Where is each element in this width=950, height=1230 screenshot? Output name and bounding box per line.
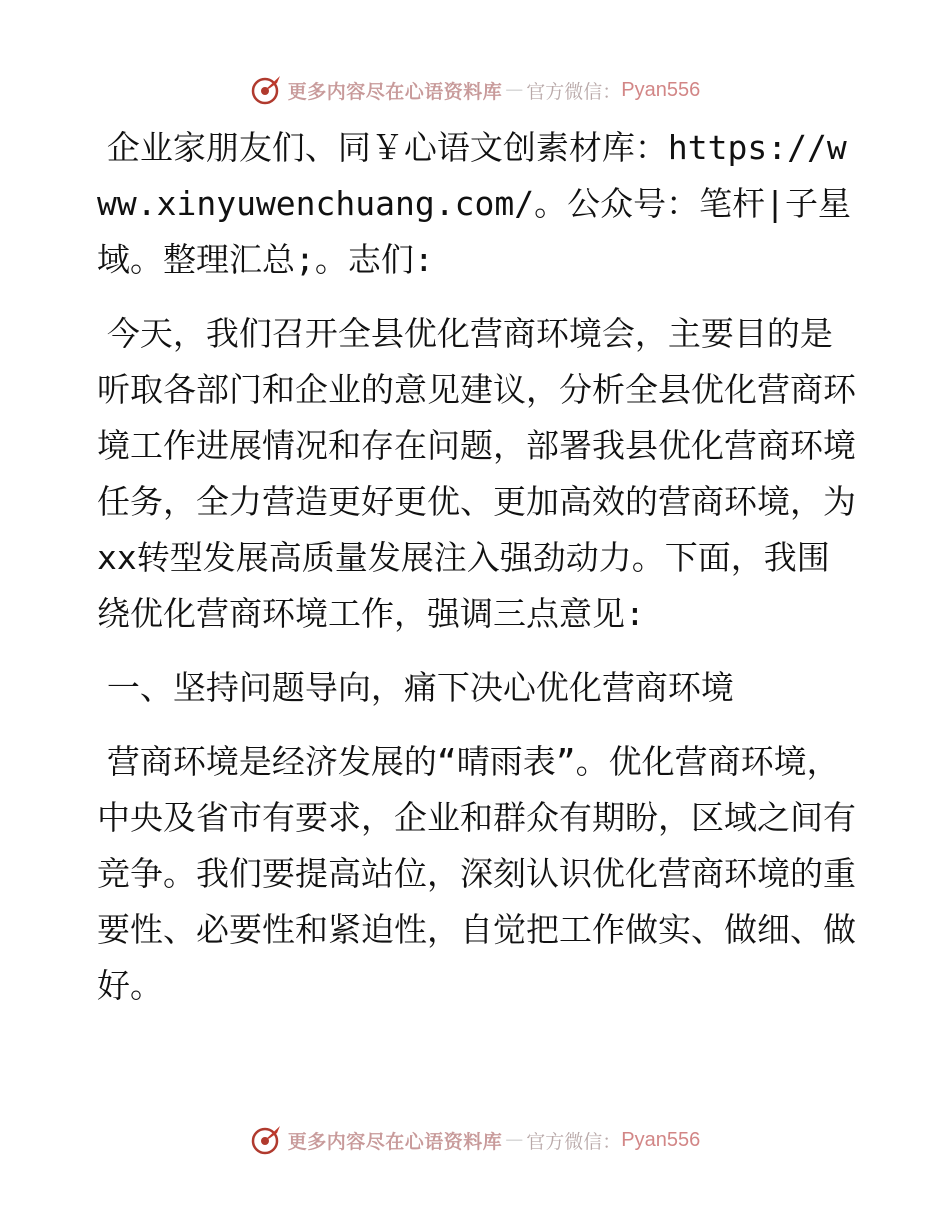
document-body — [97, 120, 857, 1032]
watermark-label: 官方微信： — [526, 80, 622, 103]
paragraph-salutation: 企业家朋友们、同￥心语文创素材库：https://www.xinyuwenchuang.com/。公众号：笔杆|子星域。整理汇总;。志们: — [97, 128, 851, 279]
quill-logo-icon — [250, 73, 284, 107]
watermark-label: 官方微信： — [526, 1130, 622, 1153]
watermark-separator: — — [506, 1131, 523, 1148]
watermark-id: Pyan556 — [621, 78, 701, 101]
watermark-main-text: 更多内容尽在心语资料库 — [287, 1130, 503, 1153]
footer-watermark — [0, 1120, 950, 1160]
paragraph-section-1: 营商环境是经济发展的“晴雨表”。优化营商环境，中央及省市有要求，企业和群众有期盼，区域之间有竞争。我们要提高站位，深刻认识优化营商环境的重要性、必要性和紧迫性，自觉把工作做实、做细、做好。 — [97, 742, 856, 1005]
watermark-separator: — — [506, 81, 523, 98]
watermark-id: Pyan556 — [621, 1128, 701, 1151]
paragraph-intro: 今天，我们召开全县优化营商环境会，主要目的是听取各部门和企业的意见建议，分析全县优化营商环境工作进展情况和存在问题，部署我县优化营商环境任务，全力营造更好更优、更加高效的营商环境，为xx转型发展高质量发展注入强劲动力。下面，我围绕优化营商环境工作，强调三点意见: — [97, 314, 856, 633]
quill-logo-icon — [250, 1123, 284, 1157]
section-heading-1: 一、坚持问题导向，痛下决心优化营商环境 — [106, 668, 734, 707]
header-watermark — [0, 70, 950, 110]
watermark-main-text: 更多内容尽在心语资料库 — [287, 80, 503, 103]
